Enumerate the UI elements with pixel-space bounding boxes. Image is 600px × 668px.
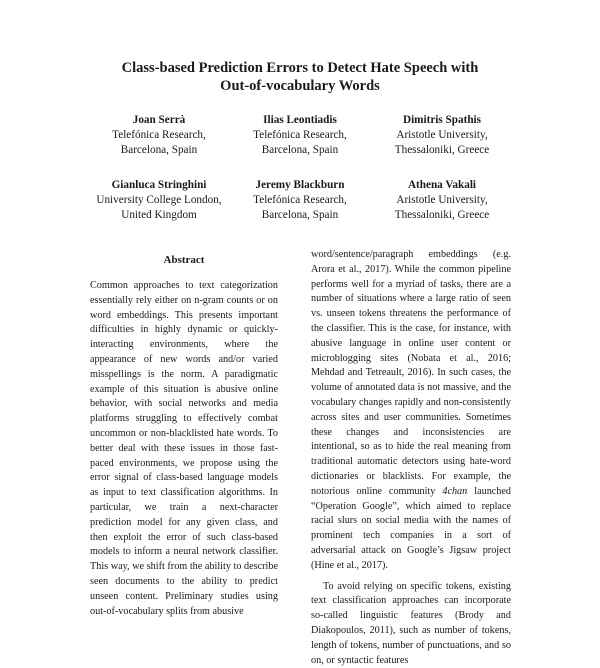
author-name: Dimitris Spathis xyxy=(402,114,481,126)
body-paragraph xyxy=(311,248,511,574)
author-affiliation: Telefónica Research, xyxy=(253,129,347,141)
author-affiliation: Aristotle University, xyxy=(396,194,488,206)
author-block xyxy=(357,113,527,158)
body-paragraph: To avoid relying on specific tokens, existing text classification approaches can incorporate so-called linguistic features (Brody and Diakopoulos, 2011), such as number of tokens, length of tokens, number of punctuations, and so on, or syntactic features xyxy=(311,580,511,666)
author-affiliation: Telefónica Research, xyxy=(253,194,347,206)
right-column xyxy=(311,248,511,668)
author-location: Barcelona, Spain xyxy=(261,209,339,221)
title-line-2: Out-of-vocabulary Words xyxy=(220,78,380,94)
author-affiliation: University College London, xyxy=(96,194,222,206)
author-block xyxy=(357,178,527,223)
author-affiliation: Aristotle University, xyxy=(396,129,488,141)
author-location: Barcelona, Spain xyxy=(261,144,339,156)
author-name: Athena Vakali xyxy=(407,179,477,191)
author-location: Thessaloniki, Greece xyxy=(394,209,490,221)
body-text: word/sentence/paragraph embeddings (e.g. Arora et al., 2017). While the common pipeline performs well for a myriad of tasks, there are a number of situations where a large ratio of seen vs. unseen tokens threatens the performance of the classifier. This is the case, for instance, with abusive language in online user content or microblogging sites (Nobata et al., 2016; Mehdad and Tetreault, 2016). In such cases, the volume of annotated data is not massive, and the vocabulary changes rapidly and non-consistently across sites and user communities. Sometimes these changes and inconsistencies are intentional, so as to hide the real meaning from traditional automatic detectors using hate-word dictionaries or blacklists. For example, the notorious online community xyxy=(311,249,511,497)
author-affiliation: Telefónica Research, xyxy=(112,129,206,141)
abstract-heading: Abstract xyxy=(163,254,205,266)
author-name: Joan Serrà xyxy=(132,114,186,126)
author-location: United Kingdom xyxy=(121,209,197,221)
author-name: Ilias Leontiadis xyxy=(263,114,337,126)
author-location: Thessaloniki, Greece xyxy=(394,144,490,156)
title-line-1: Class-based Prediction Errors to Detect Hate Speech with xyxy=(121,60,479,76)
paper-title xyxy=(0,59,600,95)
abstract-text: Common approaches to text categorization essentially rely either on n-gram counts or on word embeddings. This presents important difficulties in highly dynamic or quickly-interacting environments, where the appearance of new words and/or varied misspellings is the norm. A paradigmatic example of this situation is abusive online behavior, with social networks and media platforms struggling to effectively combat uncommon or non-blacklisted hate words. To better deal with these issues in those fast-paced environments, we propose using the error signal of class-based language models as input to text classification algorithms. In particular, we train a next-character prediction model for any given class, and then exploit the error of such class-based models to inform a neural network classifier. This way, we shift from the ability to describe seen documents to the ability to predict unseen content. Preliminary studies using out-of-vocabulary splits from abusive xyxy=(90,280,278,617)
body-text: launched “Operation Google”, which aimed to replace racial slurs on social media with the names of prominent tech companies in a sort of adversarial attack on Google’s Jigsaw project (Hine et al., 2017). xyxy=(311,485,512,571)
left-column xyxy=(90,279,278,619)
author-name: Gianluca Stringhini xyxy=(111,179,207,191)
body-text-italic: 4chan xyxy=(442,485,468,497)
author-location: Barcelona, Spain xyxy=(120,144,198,156)
author-name: Jeremy Blackburn xyxy=(255,179,345,191)
